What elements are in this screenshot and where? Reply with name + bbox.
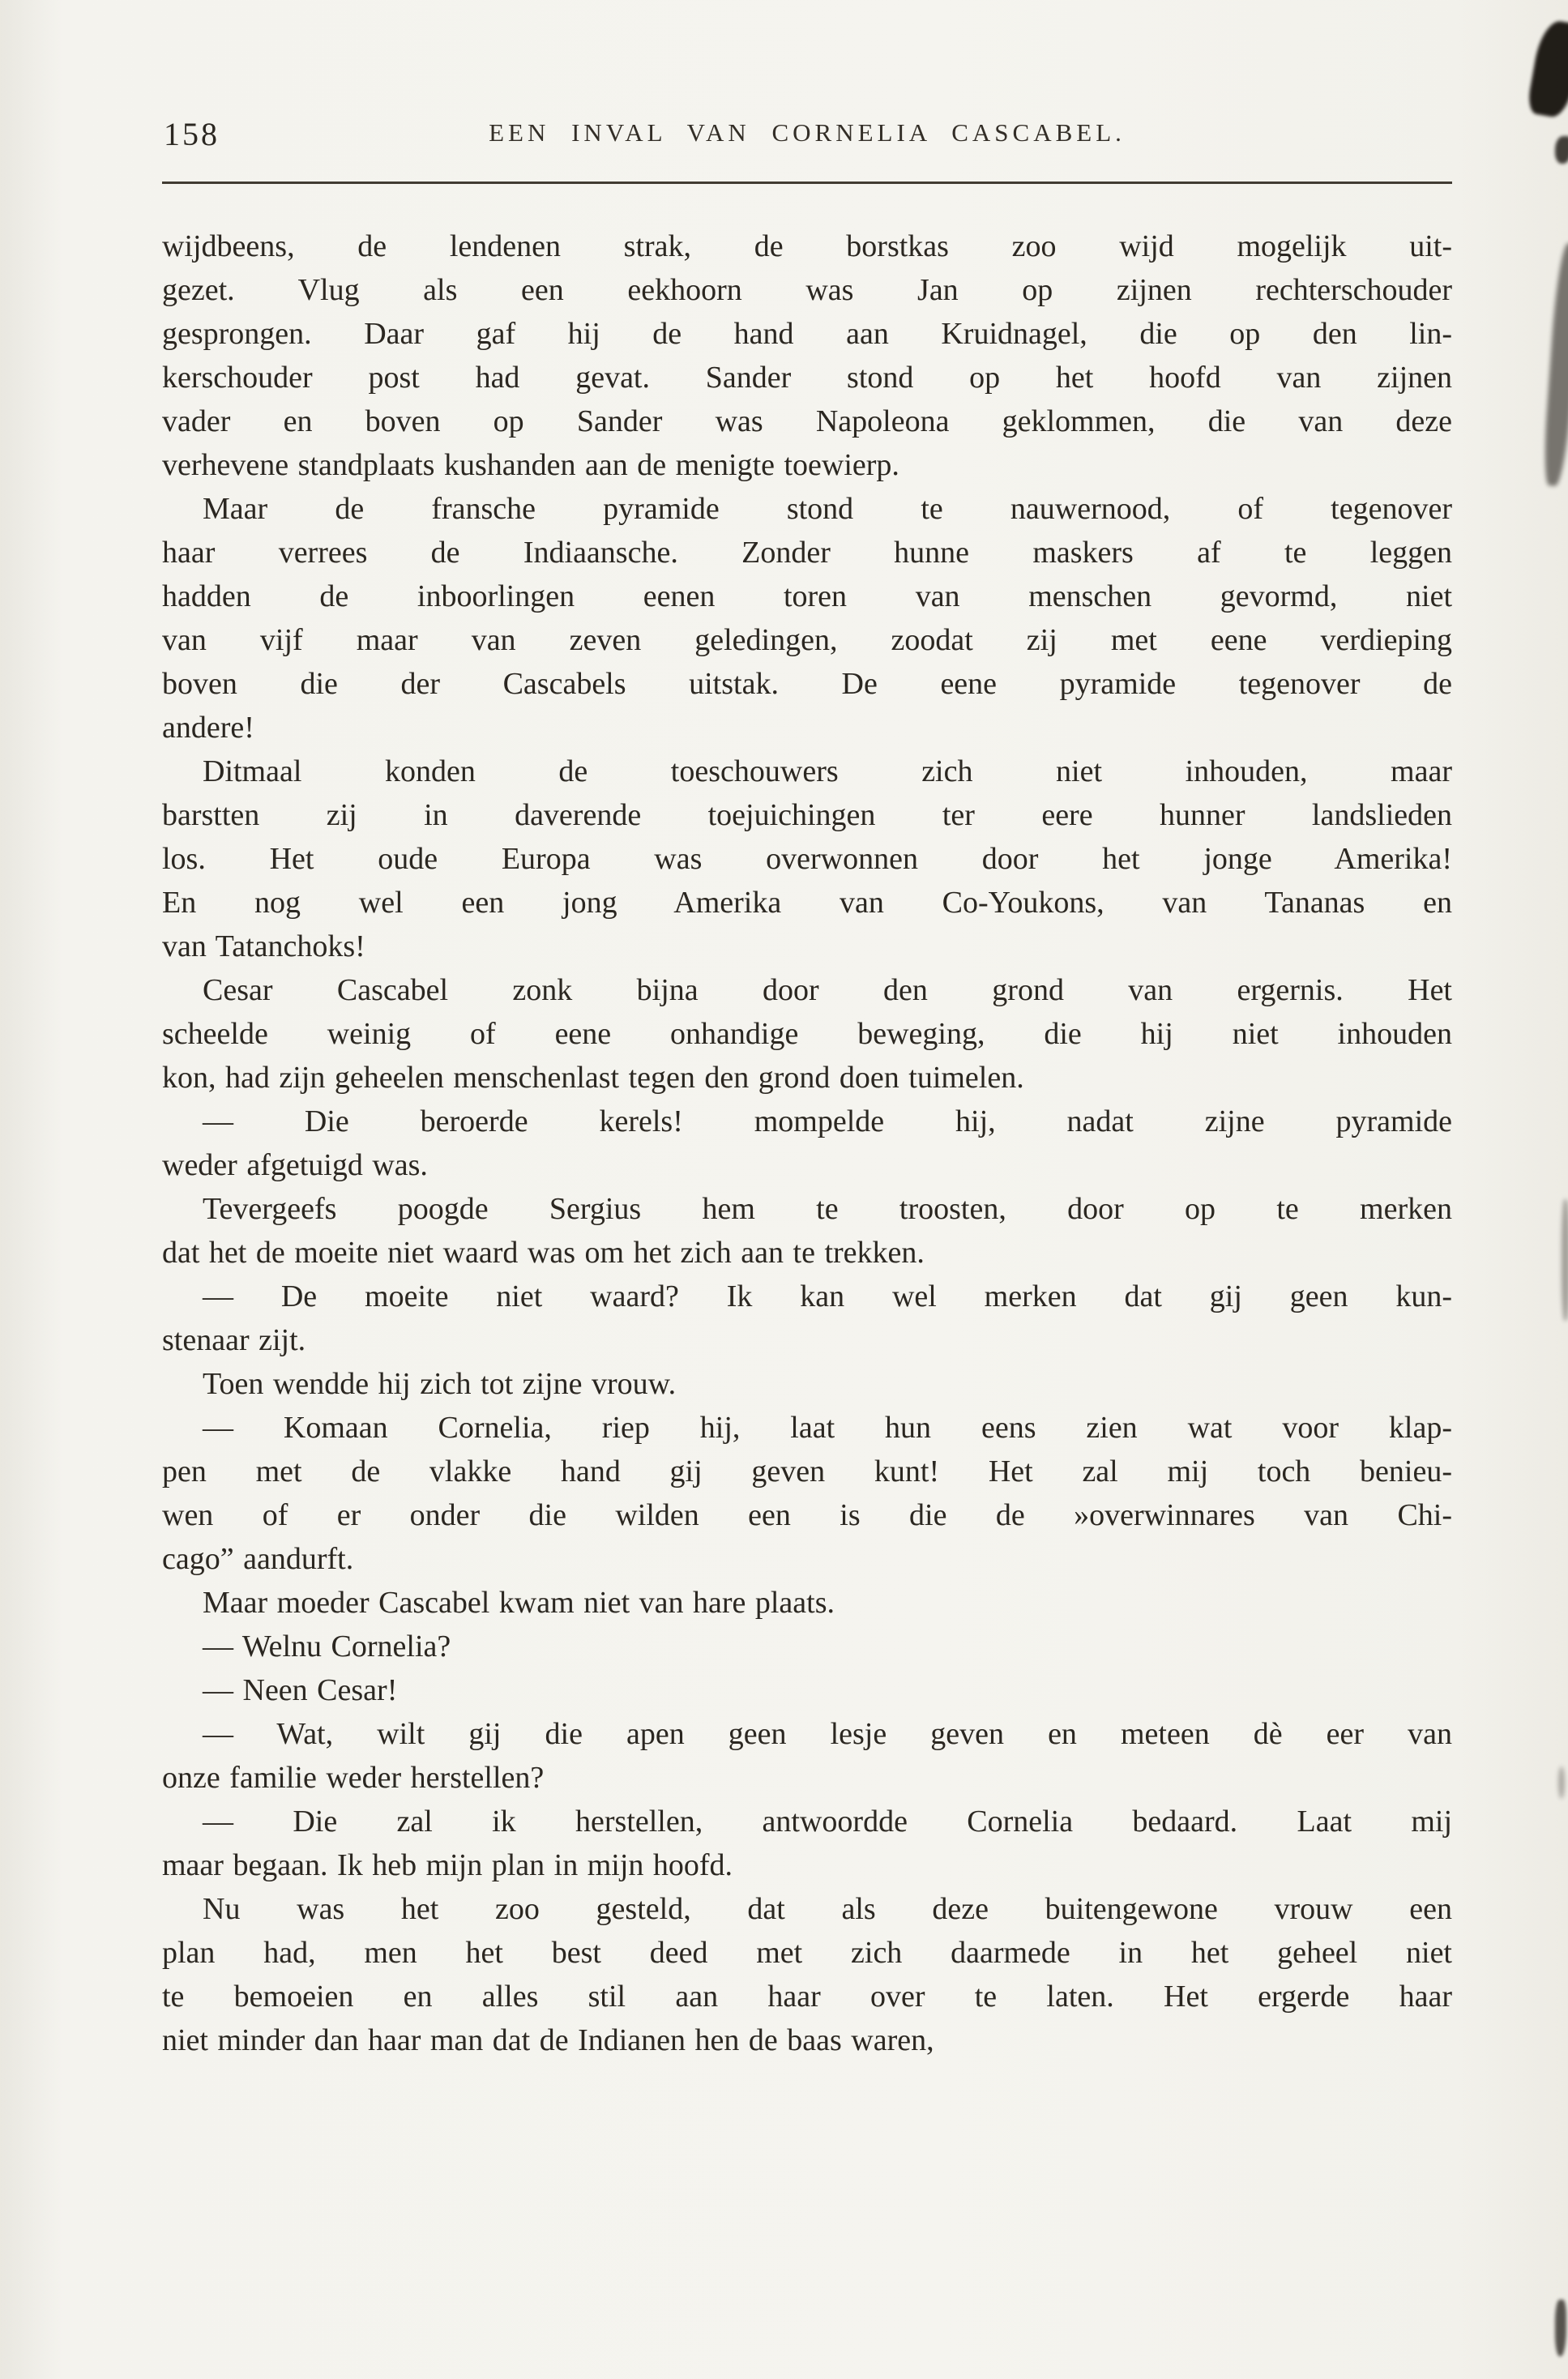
text-line: Tevergeefs poogde Sergius hem te troosten, door op te merken: [203, 1192, 1452, 1226]
paragraph: [162, 1362, 1452, 1406]
text-line: Nu was het zoo gesteld, dat als deze buitengewone vrouw een: [203, 1892, 1452, 1926]
paragraph: [162, 1187, 1452, 1275]
text-line: — Wat, wilt gij die apen geen lesje geven en meteen dè eer van: [203, 1717, 1452, 1751]
text-line: andere!: [162, 711, 254, 745]
text-line: gezet. Vlug als een eekhoorn was Jan op zijnen rechterschouder: [162, 273, 1452, 307]
text-line: van Tatanchoks!: [162, 929, 365, 963]
paragraph: [162, 968, 1452, 1100]
text-line: niet minder dan haar man dat de Indianen hen de baas waren,: [162, 2023, 934, 2057]
header-rule: [162, 182, 1452, 184]
paragraph: [162, 1800, 1452, 1887]
text-line: wijdbeens, de lendenen strak, de borstkas zoo wijd mogelijk uit-: [162, 229, 1452, 263]
paragraph: [162, 224, 1452, 487]
text-line: gesprongen. Daar gaf hij de hand aan Kruidnagel, die op den lin-: [162, 317, 1452, 351]
text-line: hadden de inboorlingen eenen toren van menschen gevormd, niet: [162, 579, 1452, 613]
scan-artifact: [1562, 1199, 1568, 1321]
paragraph: [162, 1712, 1452, 1800]
paragraph: [162, 1100, 1452, 1187]
text-line: van vijf maar van zeven geledingen, zoodat zij met eene verdieping: [162, 623, 1452, 657]
paragraph: [162, 1668, 1452, 1712]
paragraph: [162, 750, 1452, 968]
paragraph: [162, 1625, 1452, 1668]
text-line: kerschouder post had gevat. Sander stond op het hoofd van zijnen: [162, 361, 1452, 395]
text-line: kon, had zijn geheelen menschenlast tegen den grond doen tuimelen.: [162, 1061, 1024, 1095]
text-line: vader en boven op Sander was Napoleona geklommen, die van deze: [162, 404, 1452, 438]
page-header: [162, 0, 1452, 162]
text-line: — Die beroerde kerels! mompelde hij, nadat zijne pyramide: [203, 1104, 1452, 1138]
text-line: Ditmaal konden de toeschouwers zich niet inhouden, maar: [203, 754, 1452, 788]
scan-artifact: [1558, 1766, 1565, 1799]
text-line: wen of er onder die wilden een is die de »overwinnares van Chi-: [162, 1498, 1452, 1532]
text-line: — Komaan Cornelia, riep hij, laat hun eens zien wat voor klap-: [203, 1411, 1452, 1445]
text-line: dat het de moeite niet waard was om het zich aan te trekken.: [162, 1236, 925, 1270]
book-page: [162, 0, 1452, 2062]
text-line: scheelde weinig of eene onhandige beweging, die hij niet inhouden: [162, 1017, 1452, 1051]
running-title: EEN INVAL VAN CORNELIA CASCABEL.: [489, 118, 1126, 147]
scan-artifact: [1526, 18, 1568, 119]
scan-artifact: [1542, 242, 1568, 486]
text-line: cago” aandurft.: [162, 1542, 354, 1576]
text-line: Maar de fransche pyramide stond te nauwernood, of tegenover: [203, 492, 1452, 526]
paragraph: [162, 1275, 1452, 1362]
text-line: weder afgetuigd was.: [162, 1148, 428, 1182]
text-line: plan had, men het best deed met zich daarmede in het geheel niet: [162, 1936, 1452, 1970]
page-number: 158: [164, 116, 220, 152]
text-line: stenaar zijt.: [162, 1323, 306, 1357]
body-text: [162, 224, 1452, 2062]
text-line: En nog wel een jong Amerika van Co-Youkons, van Tananas en: [162, 886, 1452, 920]
text-line: — Die zal ik herstellen, antwoordde Cornelia bedaard. Laat mij: [203, 1805, 1452, 1839]
paragraph: [162, 487, 1452, 750]
scan-artifact: [1555, 136, 1568, 164]
paragraph: [162, 1887, 1452, 2062]
text-line: barstten zij in daverende toejuichingen ter eere hunner landslieden: [162, 798, 1452, 832]
text-line: Cesar Cascabel zonk bijna door den grond van ergernis. Het: [203, 973, 1452, 1007]
paragraph: [162, 1406, 1452, 1581]
text-line: boven die der Cascabels uitstak. De eene pyramide tegenover de: [162, 667, 1452, 701]
text-line: — Welnu Cornelia?: [203, 1629, 451, 1664]
text-line: pen met de vlakke hand gij geven kunt! Het zal mij toch benieu-: [162, 1454, 1452, 1488]
text-line: verhevene standplaats kushanden aan de menigte toewierp.: [162, 448, 899, 482]
text-line: Maar moeder Cascabel kwam niet van hare plaats.: [203, 1586, 835, 1620]
text-line: haar verrees de Indiaansche. Zonder hunne maskers af te leggen: [162, 536, 1452, 570]
text-line: maar begaan. Ik heb mijn plan in mijn hoofd.: [162, 1848, 733, 1882]
text-line: — De moeite niet waard? Ik kan wel merken dat gij geen kun-: [203, 1279, 1452, 1313]
text-line: Toen wendde hij zich tot zijne vrouw.: [203, 1367, 677, 1401]
text-line: — Neen Cesar!: [203, 1673, 398, 1707]
scan-artifact: [1555, 2300, 1566, 2356]
text-line: los. Het oude Europa was overwonnen door het jonge Amerika!: [162, 842, 1452, 876]
paragraph: [162, 1581, 1452, 1625]
text-line: onze familie weder herstellen?: [162, 1761, 545, 1795]
text-line: te bemoeien en alles stil aan haar over te laten. Het ergerde haar: [162, 1980, 1452, 2014]
